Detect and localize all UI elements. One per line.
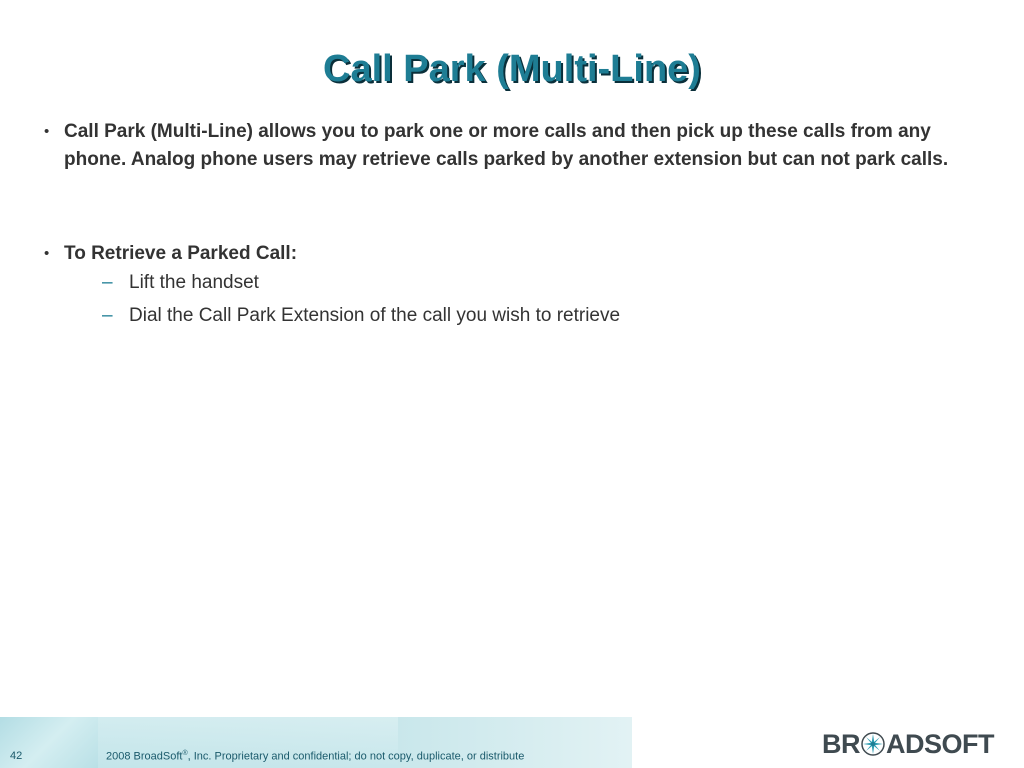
copyright-prefix: 2008 BroadSoft <box>106 750 183 763</box>
slide-footer <box>0 717 1024 768</box>
bullet-item-2 <box>44 240 964 268</box>
page-number: 42 <box>10 750 23 762</box>
sub-bullet-list <box>44 272 964 327</box>
copyright-suffix: , Inc. Proprietary and confidential; do not copy, duplicate, or distribute <box>187 750 525 763</box>
copyright-notice <box>106 750 524 763</box>
bullet-text: Call Park (Multi-Line) allows you to park one or more calls and then pick up these calls from any phone. Analog phone users may retrieve calls parked by another extension but can not park calls. <box>64 121 949 170</box>
registered-mark: ® <box>182 750 188 757</box>
sub-bullet-text: Dial the Call Park Extension of the call you wish to retrieve <box>129 304 621 326</box>
logo-text-right: ADSOFT <box>886 728 994 759</box>
logo-text-left: BR <box>822 728 860 759</box>
sub-bullet-item <box>44 305 964 327</box>
bullet-glyph: • <box>44 245 50 262</box>
sub-bullet-glyph: – <box>102 271 113 293</box>
bullet-text: To Retrieve a Parked Call: <box>64 243 298 264</box>
sub-bullet-text: Lift the handset <box>129 271 259 293</box>
sub-bullet-glyph: – <box>102 304 113 326</box>
starburst-o-icon <box>861 732 885 756</box>
slide-content <box>44 118 964 338</box>
bullet-glyph: • <box>44 123 50 140</box>
bullet-item-1 <box>44 118 964 173</box>
slide-title: Call Park (Multi-Line) <box>323 48 701 90</box>
broadsoft-logo <box>822 729 994 759</box>
sub-bullet-item <box>44 272 964 294</box>
